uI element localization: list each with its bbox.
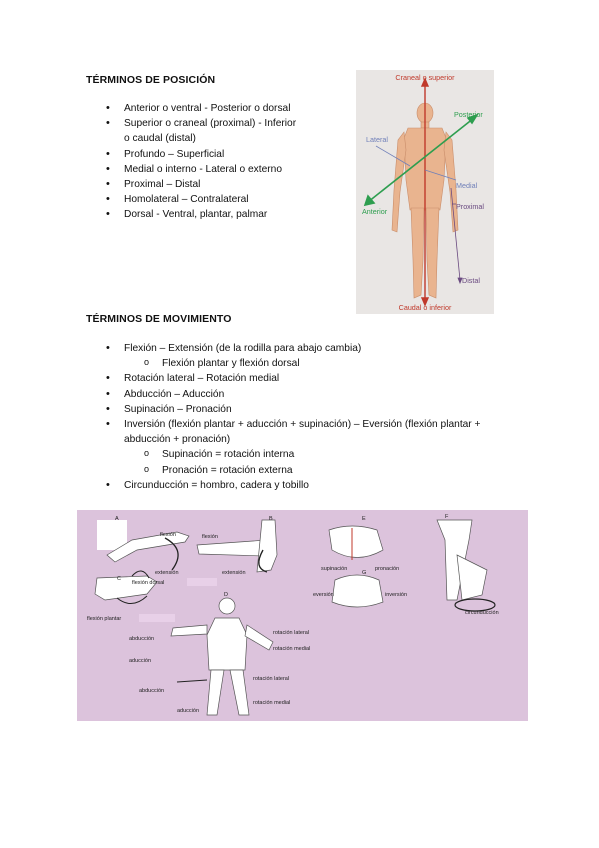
movement-figure <box>77 510 528 721</box>
panel-d-label: D <box>224 592 228 598</box>
list-item: • Medial o interno - Lateral o externo <box>102 162 347 177</box>
list-item <box>102 116 347 146</box>
panel-a-label: A <box>115 516 119 522</box>
label-extension-a: extensión <box>155 570 179 576</box>
label-pronacion: pronación <box>375 566 400 572</box>
list-item: • Supinación – Pronación <box>102 402 542 417</box>
label-craneal: Craneal o superior <box>395 73 455 82</box>
list-item: • Abducción – Aducción <box>102 387 542 402</box>
list-item: • Proximal – Distal <box>102 177 347 192</box>
list-item-continuation: o caudal (distal) <box>124 133 196 145</box>
label-rotacion-lateral: rotación lateral <box>273 630 310 636</box>
label-extension-b: extensión <box>222 570 246 576</box>
sublist <box>124 447 542 477</box>
label-eversion: eversión <box>313 592 334 598</box>
label-flexion-plantar: flexión plantar <box>87 616 122 622</box>
panel-g-label: G <box>362 570 367 576</box>
label-rotacion-medial-2: rotación medial <box>253 700 291 706</box>
label-circunduccion: circunducción <box>465 610 499 616</box>
sublist-item: o Supinación = rotación interna <box>124 447 542 462</box>
label-distal: Distal <box>462 276 480 285</box>
panel-f-label: F <box>445 514 449 520</box>
position-list <box>102 101 347 223</box>
label-aduccion-bottom: aducción <box>177 708 200 714</box>
movement-heading: TÉRMINOS DE MOVIMIENTO <box>86 313 232 325</box>
list-item-text: Superior o craneal (proximal) - Inferior <box>124 118 297 130</box>
label-abduccion-bottom: abducción <box>139 688 165 694</box>
movement-figure-svg <box>77 510 528 721</box>
label-flexion-dorsal: flexión dorsal <box>132 580 165 586</box>
label-posterior: Posterior <box>454 110 483 119</box>
list-item-text: Flexión – Extensión (de la rodilla para abajo cambia) <box>124 343 362 354</box>
movement-list <box>102 341 542 493</box>
sublist <box>124 356 542 371</box>
label-anterior: Anterior <box>362 207 388 216</box>
label-caudal: Caudal o inferior <box>398 303 452 312</box>
label-rotacion-medial: rotación medial <box>273 646 311 652</box>
panel-b-label: B <box>269 516 273 522</box>
panel-e-label: E <box>362 516 366 522</box>
label-aduccion: aducción <box>129 658 152 664</box>
list-item: • Dorsal - Ventral, plantar, palmar <box>102 207 347 222</box>
list-item-continuation: abducción + pronación) <box>124 434 231 446</box>
label-flexion-a: flexión <box>160 532 176 538</box>
list-item: • Homolateral – Contralateral <box>102 192 347 207</box>
list-item: • Anterior o ventral - Posterior o dorsal <box>102 101 347 116</box>
list-item <box>102 417 542 478</box>
label-inversion: inversión <box>385 592 408 598</box>
label-rotacion-lateral-2: rotación lateral <box>253 676 290 682</box>
label-supinacion: supinación <box>321 566 348 572</box>
label-medial: Medial <box>456 181 478 190</box>
label-proximal: Proximal <box>456 202 484 211</box>
sublist-item: o Pronación = rotación externa <box>124 463 542 478</box>
list-item-text: Inversión (flexión plantar + aducción + supinación) – Eversión (flexión plantar + <box>124 419 481 431</box>
position-heading: TÉRMINOS DE POSICIÓN <box>86 74 216 86</box>
list-item <box>102 341 542 371</box>
label-flexion-b: flexión <box>202 534 218 540</box>
list-item: • Circunducción = hombro, cadera y tobillo <box>102 478 542 493</box>
anatomical-planes-figure <box>356 70 494 314</box>
list-item: • Profundo – Superficial <box>102 147 347 162</box>
label-abduccion-top: abducción <box>129 636 155 642</box>
anatomical-figure-svg <box>356 70 494 314</box>
label-lateral: Lateral <box>366 135 388 144</box>
list-item: • Rotación lateral – Rotación medial <box>102 371 542 386</box>
sublist-item: o Flexión plantar y flexión dorsal <box>124 356 542 371</box>
panel-c-label: C <box>117 576 121 582</box>
